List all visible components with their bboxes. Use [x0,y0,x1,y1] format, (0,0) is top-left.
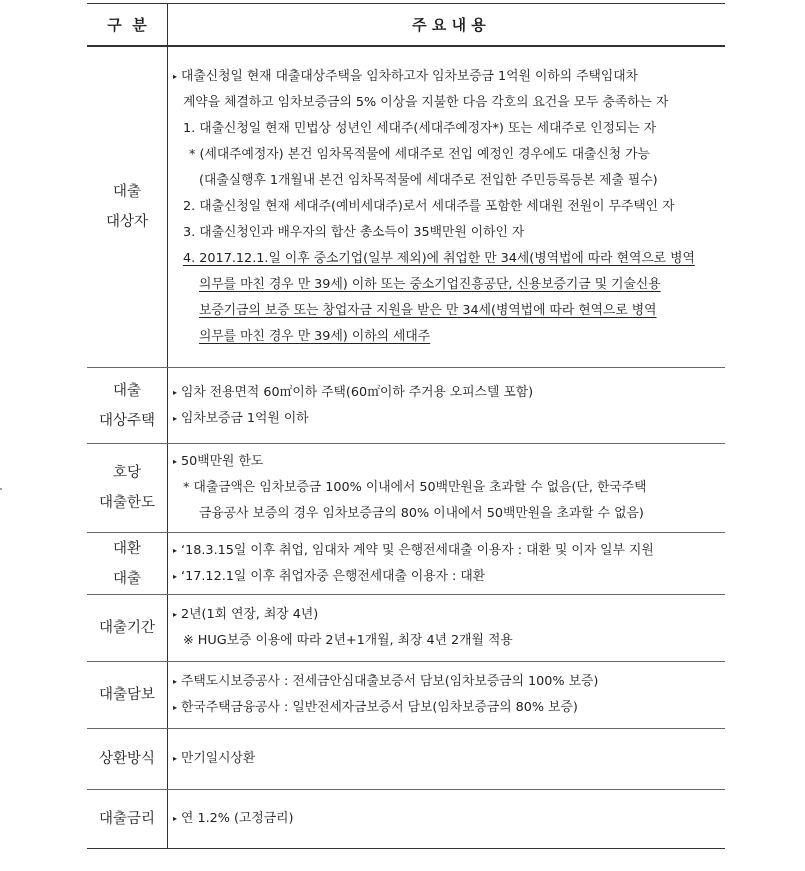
content-line: ▸ 주택도시보증공사 : 전세금안심대출보증서 담보(임차보증금의 100% 보증) [173,669,725,695]
row-loan-eligibility [87,47,725,367]
content-line: (대출실행후 1개월내 본건 임차목적물에 세대주로 전입한 주민등록등본 제출 필수) [199,173,658,188]
content-line: 4. 2017.12.1.일 이후 중소기업(일부 제외)에 취업한 만 34세(병역법에 따라 현역으로 병역 [183,251,695,266]
content-line: ▸ 대출신청일 현재 대출대상주택을 임차하고자 임차보증금 1억원 이하의 주택임대차 [173,64,725,90]
row-content [168,595,725,661]
stray-dot [0,488,2,490]
content-line: ▸ 50백만원 한도 [173,449,725,475]
row-repayment-method [87,728,725,789]
content-line: 의무를 마친 경우 만 39세) 이하의 세대주 [199,329,431,344]
row-content [168,444,725,532]
row-label [87,729,168,789]
row-refinance-loan [87,532,725,594]
row-label-line: 대출 [112,570,141,587]
row-label-line: 대상자 [105,214,149,230]
row-label-line: 대출금리 [98,811,156,827]
row-label [87,595,168,661]
content-line: 보증기금의 보증 또는 창업자금 지원을 받은 만 34세(병역법에 따라 현역으로 병역 [199,303,657,318]
row-label-line: 대출한도 [98,495,156,511]
row-label-line: 상환방식 [98,751,156,767]
row-label-line: 대출 [112,184,141,200]
content-line: ▸ 한국주택금융공사 : 일반전세자금보증서 담보(임차보증금의 80% 보증) [173,695,725,721]
row-label [87,368,168,443]
row-label [87,47,168,367]
row-loan-collateral [87,661,725,728]
row-content [168,368,725,443]
content-line: 2. 대출신청일 현재 세대주(예비세대주)로서 세대주를 포함한 세대원 전원이 무주택인 자 [183,199,675,214]
content-line: ▸ ‘18.3.15일 이후 취업, 임대차 계약 및 은행전세대출 이용자 : 대환 및 이자 일부 지원 [173,538,725,564]
row-label [87,662,168,728]
content-line: 1. 대출신청일 현재 민법상 성년인 세대주(세대주예정자*) 또는 세대주로 인정되는 자 [183,121,657,136]
row-label [87,533,168,594]
row-content [168,47,725,367]
row-eligible-housing [87,367,725,443]
content-line: 3. 대출신청인과 배우자의 합산 총소득이 35백만원 이하인 자 [183,225,525,240]
content-line: * (세대주예정자) 본건 임차목적물에 세대주로 전입 예정인 경우에도 대출신청 가능 [189,147,650,162]
loan-info-table [87,3,725,849]
row-label [87,790,168,848]
row-content [168,533,725,594]
row-content [168,662,725,728]
content-line: ▸ 만기일시상환 [173,746,725,772]
content-line: 계약을 체결하고 임차보증금의 5% 이상을 지불한 다음 각호의 요건을 모두 충족하는 자 [183,95,669,110]
table-header-row [87,4,725,47]
row-label-line: 대출담보 [98,687,156,703]
row-label-line: 대상주택 [98,412,156,429]
row-label-line: 대환 [112,540,141,557]
content-line: ▸ 연 1.2% (고정금리) [173,806,725,832]
row-label-line: 호당 [112,465,141,481]
content-line: ※ HUG보증 이용에 따라 2년+1개월, 최장 4년 2개월 적용 [183,633,513,648]
row-label-line: 대출 [112,382,141,399]
row-loan-period [87,594,725,661]
content-line: ▸ ‘17.12.1일 이후 취업자중 은행전세대출 이용자 : 대환 [173,564,725,590]
header-category: 구 분 [87,4,168,45]
row-content [168,729,725,789]
row-label [87,444,168,532]
content-line: 의무를 마친 경우 만 39세) 이하 또는 중소기업진흥공단, 신용보증기금 및 기술신용 [199,277,661,292]
row-interest-rate [87,789,725,848]
content-line: 금융공사 보증의 경우 임차보증금의 80% 이내에서 50백만원을 초과할 수 없음) [199,506,644,521]
content-line: ▸ 임차 전용면적 60㎡이하 주택(60㎡이하 주거용 오피스텔 포함) [173,380,725,406]
content-line: ▸ 2년(1회 연장, 최장 4년) [173,602,725,628]
row-loan-limit [87,443,725,532]
header-main-content: 주 요 내 용 [412,16,486,34]
content-line: * 대출금액은 임차보증금 100% 이내에서 50백만원을 초과할 수 없음(단, 한국주택 [183,480,647,495]
content-line: ▸ 임차보증금 1억원 이하 [173,406,725,432]
row-content [168,790,725,848]
row-label-line: 대출기간 [98,620,156,636]
